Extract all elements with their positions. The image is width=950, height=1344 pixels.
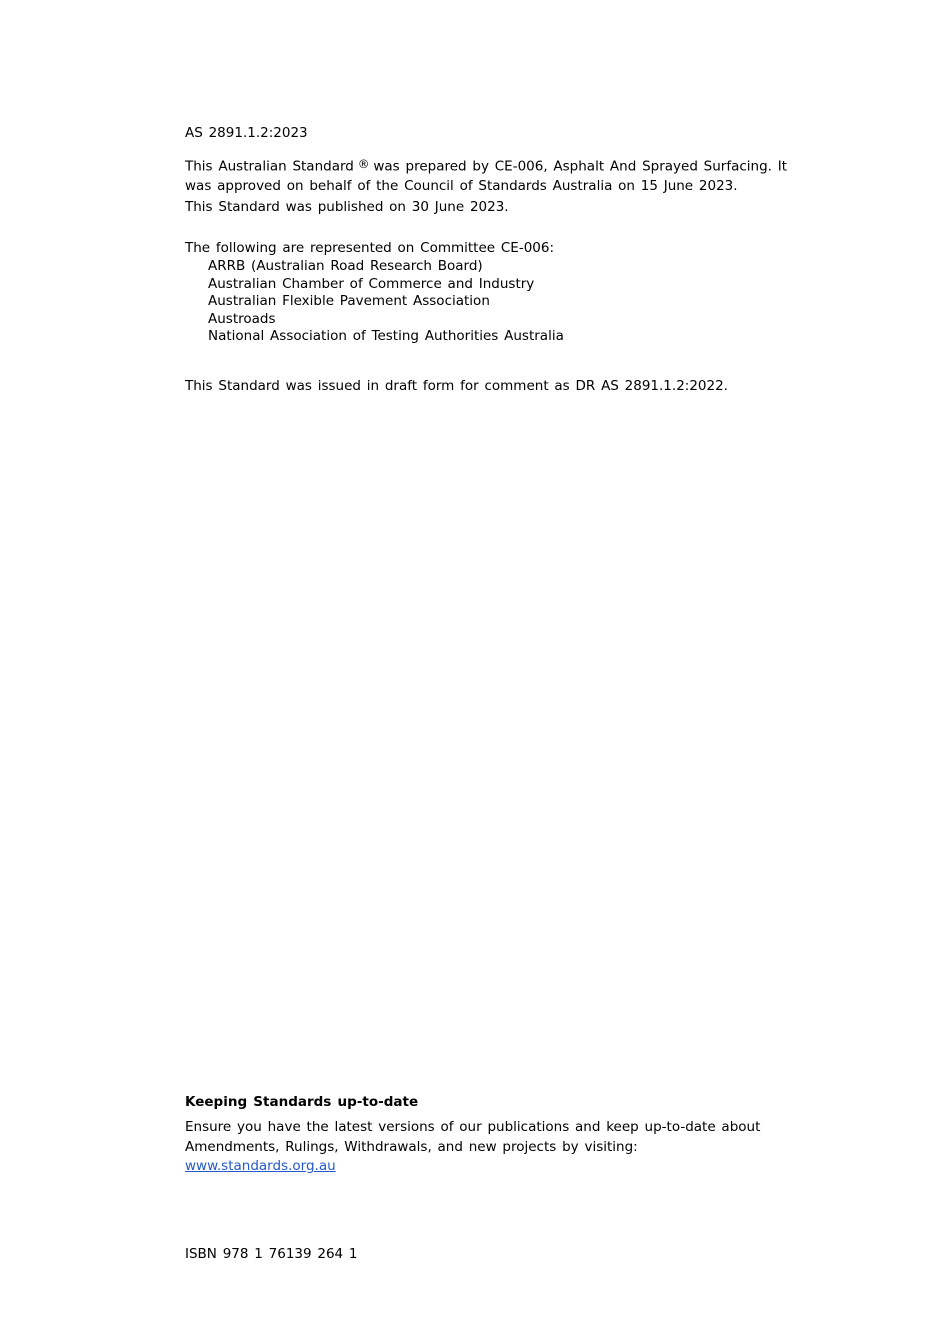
prepared-line-1-before: This Australian Standard <box>185 158 354 175</box>
isbn-line: ISBN 978 1 76139 264 1 <box>185 1246 358 1262</box>
keeping-standards-paragraph <box>185 1118 760 1157</box>
standards-website-link[interactable]: www.standards.org.au <box>185 1158 336 1174</box>
published-line: This Standard was published on 30 June 2023. <box>185 199 509 215</box>
committee-member: Australian Flexible Pavement Association <box>208 293 490 309</box>
committee-member: ARRB (Australian Road Research Board) <box>208 258 483 274</box>
committee-member: National Association of Testing Authorities Australia <box>208 328 564 344</box>
keeping-standards-line-2: Amendments, Rulings, Withdrawals, and new projects by visiting: <box>185 1138 638 1155</box>
committee-intro: The following are represented on Committee CE-006: <box>185 240 555 256</box>
registered-trademark-symbol: ® <box>357 157 370 171</box>
prepared-line-2: was approved on behalf of the Council of Standards Australia on 15 June 2023. <box>185 178 738 194</box>
committee-member-list <box>208 258 564 346</box>
prepared-line-1-after: was prepared by CE-006, Asphalt And Sprayed Surfacing. It <box>373 158 788 175</box>
committee-member: Austroads <box>208 310 276 327</box>
committee-member: Australian Chamber of Commerce and Industry <box>208 275 535 292</box>
keeping-standards-heading: Keeping Standards up-to-date <box>185 1094 419 1110</box>
keeping-standards-line-1: Ensure you have the latest versions of our publications and keep up-to-date about <box>185 1119 761 1135</box>
draft-comment-line: This Standard was issued in draft form for comment as DR AS 2891.1.2:2022. <box>185 378 728 394</box>
prepared-paragraph <box>185 155 787 197</box>
standards-website-link-row <box>185 1157 336 1177</box>
prepared-line-1 <box>185 155 787 177</box>
standard-number: AS 2891.1.2:2023 <box>185 125 308 141</box>
